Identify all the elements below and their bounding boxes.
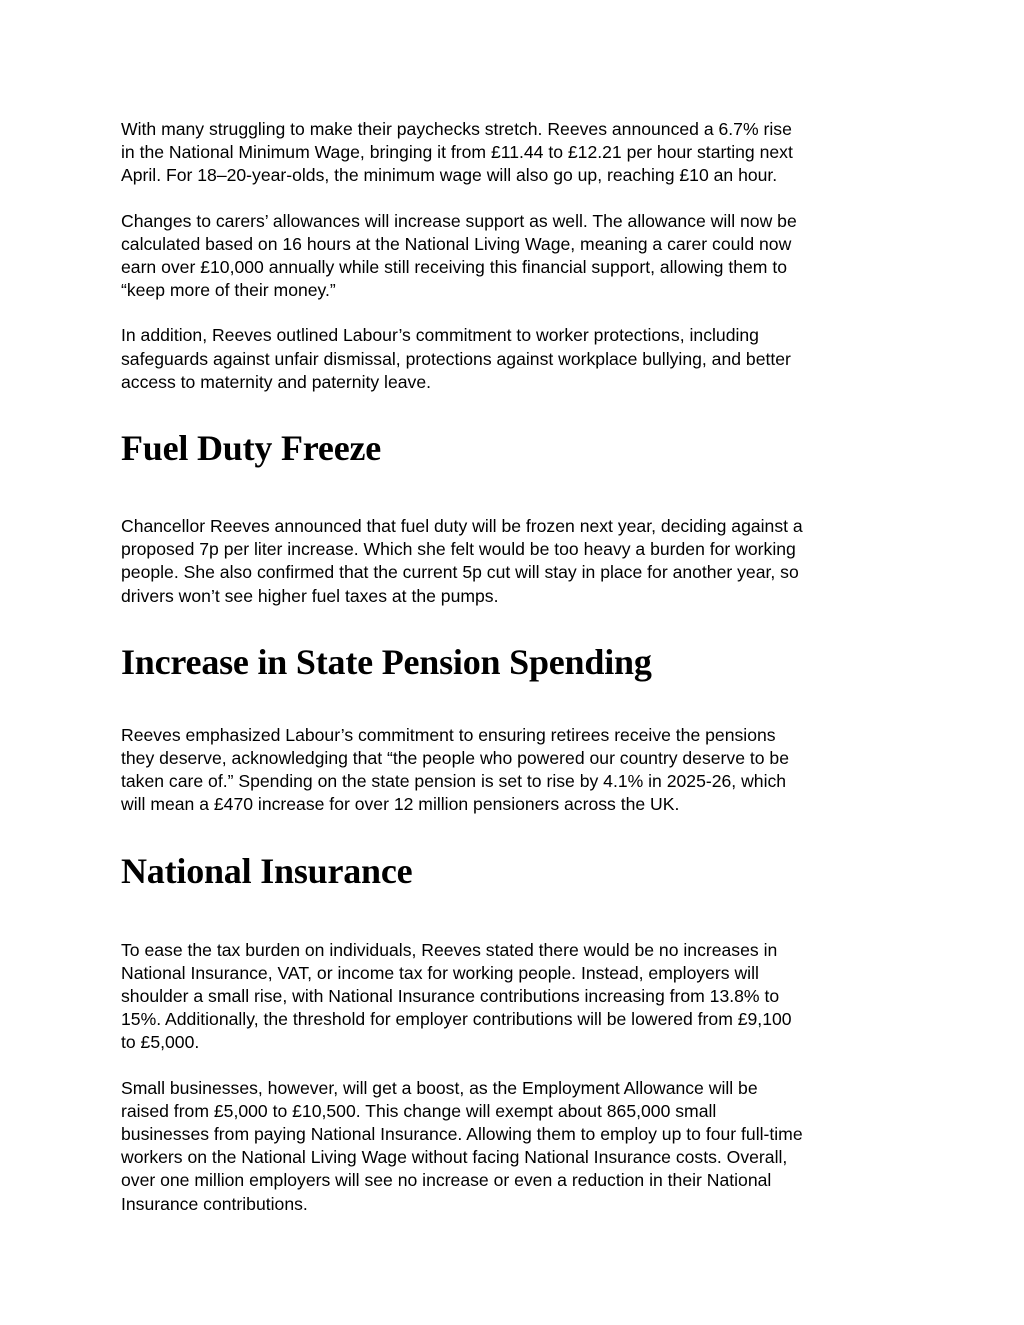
paragraph-worker-protections: In addition, Reeves outlined Labour’s commitment to worker protections, including safeguards against unfair dismissal, protections against workplace bullying, and better access to maternity and paternity leave. — [121, 325, 791, 392]
paragraph-fuel-duty: Chancellor Reeves announced that fuel duty will be frozen next year, deciding against a proposed 7p per liter increase. Which she felt would be too heavy a burden for working people. She also confirmed that the current 5p cut will stay in place for another year, so drivers won’t see higher fuel taxes at the pumps. — [121, 516, 803, 606]
paragraph-national-insurance: To ease the tax burden on individuals, Reeves stated there would be no increases in National Insurance, VAT, or income tax for working people. Instead, employers will shoulder a small rise, with National Insurance contributions increasing from 13.8% to 15%. Additionally, the threshold for employer contributions will be lowered from £9,100 to £5,000. — [121, 939, 792, 1053]
document-page — [121, 118, 911, 1216]
paragraph-employment-allowance: Small businesses, however, will get a boost, as the Employment Allowance will be raised from £5,000 to £10,500. This change will exempt about 865,000 small businesses from paying National Insurance. Allowing them to employ up to four full-time workers on the National Living Wage without facing National Insurance costs. Overall, over one million employers will see no increase or even a reduction in their National Insurance contributions. — [121, 1077, 803, 1214]
heading-national-insurance: National Insurance — [121, 850, 413, 891]
paragraph-state-pension: Reeves emphasized Labour’s commitment to ensuring retirees receive the pensions they deserve, acknowledging that “the people who powered our country deserve to be taken care of.” Spending on the state pension is set to rise by 4.1% in 2025-26, which will mean a £470 increase for over 12 million pensioners across the UK. — [121, 724, 790, 815]
heading-state-pension: Increase in State Pension Spending — [121, 641, 652, 682]
paragraph-carers-allowance: Changes to carers’ allowances will increase support as well. The allowance will now be calculated based on 16 hours at the National Living Wage, meaning a carer could now earn over £10,000 annually while still receiving this financial support, allowing them to “keep more of their money.” — [121, 210, 797, 301]
paragraph-minimum-wage: With many struggling to make their paychecks stretch. Reeves announced a 6.7% rise in the National Minimum Wage, bringing it from £11.44 to £12.21 per hour starting next April. For 18–20-year-olds, the minimum wage will also go up, reaching £10 an hour. — [121, 119, 793, 186]
heading-fuel-duty-freeze: Fuel Duty Freeze — [121, 428, 382, 469]
